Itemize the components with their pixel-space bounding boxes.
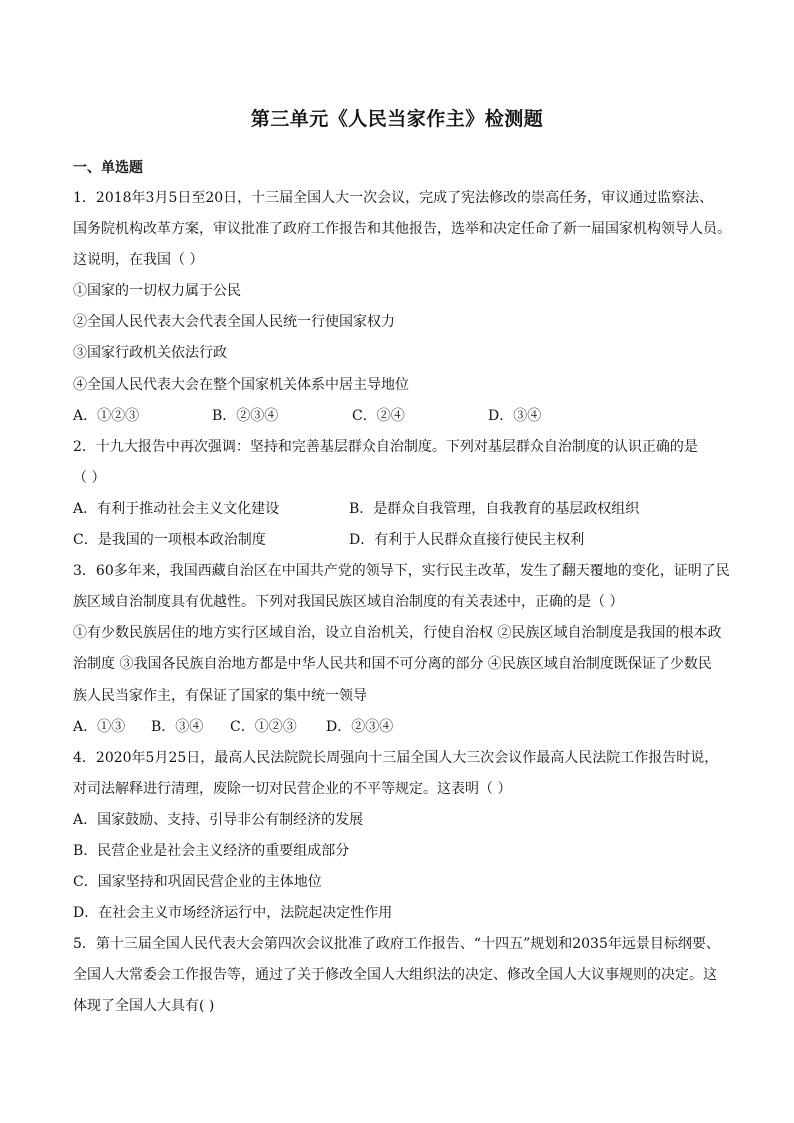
statement-item: ②全国人民代表大会代表全国人民统一行使国家权力 [73, 314, 395, 331]
question-stem-line: 这说明，在我国（ ） [73, 252, 204, 269]
question-3 [73, 556, 739, 743]
answer-options [73, 401, 739, 432]
question-2 [73, 432, 739, 556]
question-stem-line: 1．2018年3月5日至20日，十三届全国人大一次会议，完成了宪法修改的崇高任务，审议通过监察法、 [73, 190, 714, 206]
answer-options [73, 712, 739, 743]
question-stem-line: 2．十九大报告中再次强调：坚持和完善基层群众自治制度。下列对基层群众自治制度的认识正确的是 [73, 438, 698, 455]
option-a: A．国家鼓励、支持、引导非公有制经济的发展 [73, 811, 364, 828]
option-d: D．②③④ [326, 718, 394, 735]
question-stem-line: 族区域自治制度具有优越性。下列对我国民族区域自治制度的有关表述中，正确的是（ ） [73, 594, 624, 611]
option-c: C．②④ [352, 407, 405, 424]
question-stem-line: 4．2020年5月25日，最高人民法院院长周强向十三届全国人大三次会议作最高人民法院工作报告时说， [73, 749, 719, 766]
statement-line: ①有少数民族居住的地方实行区域自治，设立自治机关，行使自治权 ②民族区域自治制度是我国的根本政 [73, 625, 722, 642]
question-stem-line: 对司法解释进行清理，废除一切对民营企业的不平等规定。这表明（ ） [73, 780, 512, 797]
option-c: C．国家坚持和巩固民营企业的主体地位 [73, 874, 322, 891]
document-title: 第三单元《人民当家作主》检测题 [250, 108, 544, 130]
statement-item: ③国家行政机关依法行政 [73, 345, 227, 362]
question-stem-line: （ ） [73, 469, 106, 486]
option-a: A．有利于推动社会主义文化建设 [73, 500, 280, 517]
statement-line: 族人民当家作主，有保证了国家的集中统一领导 [73, 687, 367, 704]
option-b: B．民营企业是社会主义经济的重要组成部分 [73, 842, 350, 859]
question-list [73, 183, 739, 1023]
question-stem-line: 3．60多年来，我国西藏自治区在中国共产党的领导下，实行民主改革，发生了翻天覆地的变化，证明了民 [73, 563, 730, 580]
option-b: B．②③④ [212, 407, 279, 424]
statement-line: 治制度 ③我国各民族自治地方都是中华人民共和国不可分离的部分 ④民族区域自治制度既保证了少数民 [73, 656, 712, 673]
section-heading: 一、单选题 [73, 160, 143, 176]
option-c: C．①②③ [230, 718, 297, 735]
option-c: C．是我国的一项根本政治制度 [73, 532, 266, 549]
option-b: B．③④ [151, 718, 204, 735]
statement-item: ①国家的一切权力属于公民 [73, 283, 241, 300]
option-a: A．①②③ [73, 407, 140, 424]
question-4 [73, 743, 739, 930]
question-stem-line: 体现了全国人大具有( ) [73, 998, 215, 1015]
answer-options [73, 494, 739, 525]
question-5 [73, 929, 739, 1022]
option-d: D．有利于人民群众直接行使民主权利 [349, 532, 585, 549]
option-d: D．在社会主义市场经济运行中，法院起决定性作用 [73, 905, 393, 922]
statement-item: ④全国人民代表大会在整个国家机关体系中居主导地位 [73, 376, 409, 393]
question-stem-line: 国务院机构改革方案，审议批准了政府工作报告和其他报告，选举和决定任命了新一届国家机构领导人员。 [73, 221, 731, 238]
question-stem-line: 5．第十三届全国人民代表大会第四次会议批准了政府工作报告、“十四五”规划和2035年远景目标纲要、 [73, 936, 720, 953]
option-b: B．是群众自我管理，自我教育的基层政权组织 [349, 500, 640, 517]
question-stem-line: 全国人大常委会工作报告等，通过了关于修改全国人大组织法的决定、修改全国人大议事规则的决定。这 [73, 967, 717, 984]
option-d: D．③④ [488, 407, 542, 424]
question-1 [73, 183, 739, 432]
option-a: A．①③ [73, 718, 126, 735]
answer-options [73, 525, 739, 556]
